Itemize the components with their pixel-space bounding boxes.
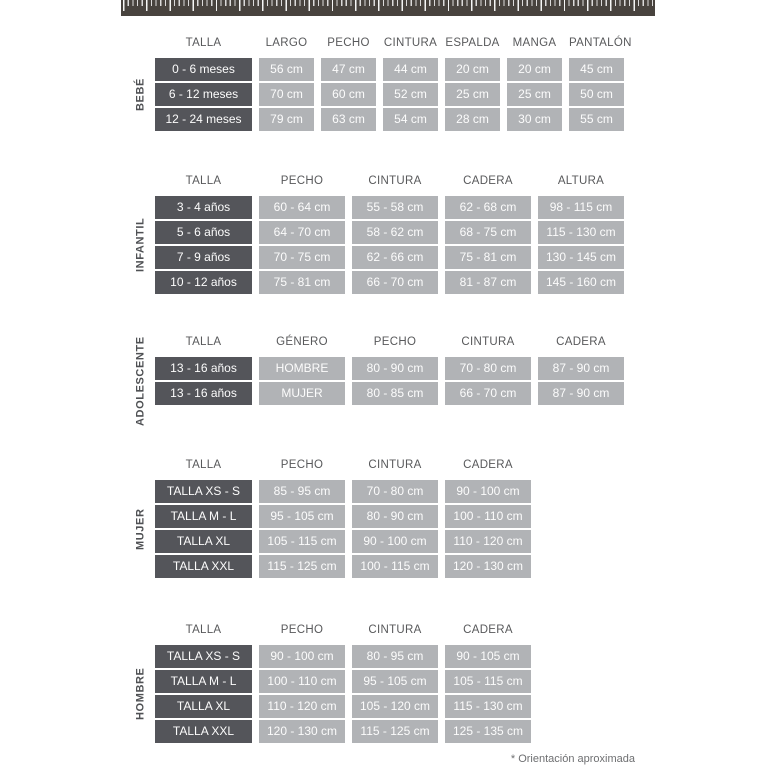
size-label-cell: TALLA XXL [155, 720, 252, 743]
size-label-cell: TALLA XS - S [155, 480, 252, 503]
table-header-row [155, 36, 632, 50]
measurement-cell: 75 - 81 cm [259, 271, 345, 294]
measurement-cell: 81 - 87 cm [445, 271, 531, 294]
column-header: TALLA [185, 37, 222, 49]
approximation-footnote: * Orientación aproximada [510, 753, 635, 765]
column-header: TALLA [185, 175, 222, 187]
measurement-cell: 62 - 66 cm [352, 246, 438, 269]
column-header: PECHO [280, 175, 324, 187]
column-header: LARGO [265, 37, 308, 49]
section-label-bebe: BEBÉ [134, 78, 147, 111]
size-label-cell: 6 - 12 meses [155, 83, 252, 106]
measurement-cell: 68 - 75 cm [445, 221, 531, 244]
measurement-cell: 75 - 81 cm [445, 246, 531, 269]
column-header: CADERA [463, 459, 513, 471]
measurement-cell: 64 - 70 cm [259, 221, 345, 244]
measurement-cell: 80 - 95 cm [352, 645, 438, 668]
size-label-cell: 5 - 6 años [155, 221, 252, 244]
measurement-cell: 25 cm [445, 83, 500, 106]
measurement-cell: 120 - 130 cm [259, 720, 345, 743]
measurement-cell: 62 - 68 cm [445, 196, 531, 219]
measurement-cell: HOMBRE [259, 357, 345, 380]
table-header-row [155, 174, 624, 188]
measurement-cell: 87 - 90 cm [538, 382, 624, 405]
measurement-cell: 60 cm [321, 83, 376, 106]
measurement-cell: 47 cm [321, 58, 376, 81]
size-table-bebe [134, 36, 632, 131]
measurement-cell: 70 - 75 cm [259, 246, 345, 269]
measurement-cell: 20 cm [445, 58, 500, 81]
column-header: TALLA [185, 459, 222, 471]
table-body [155, 196, 624, 294]
table-header-row [155, 335, 624, 349]
measurement-cell: 52 cm [383, 83, 438, 106]
size-label-cell: TALLA XL [155, 695, 252, 718]
column-header: PECHO [327, 37, 370, 49]
measurement-cell: 90 - 105 cm [445, 645, 531, 668]
size-label-cell: 13 - 16 años [155, 357, 252, 380]
column-header: TALLA [185, 336, 222, 348]
measurement-cell: 90 - 100 cm [352, 530, 438, 553]
measurement-cell: 54 cm [383, 108, 438, 131]
size-table-mujer [134, 458, 531, 578]
measurement-cell: 28 cm [445, 108, 500, 131]
measurement-cell: 115 - 125 cm [352, 720, 438, 743]
measurement-cell: 110 - 120 cm [445, 530, 531, 553]
measurement-cell: 100 - 110 cm [445, 505, 531, 528]
measurement-cell: 44 cm [383, 58, 438, 81]
measurement-cell: 66 - 70 cm [352, 271, 438, 294]
measurement-cell: 79 cm [259, 108, 314, 131]
measurement-cell: 95 - 105 cm [259, 505, 345, 528]
table-header-row [155, 458, 531, 472]
column-header: CADERA [463, 624, 513, 636]
measurement-cell: 98 - 115 cm [538, 196, 624, 219]
column-header: CINTURA [461, 336, 515, 348]
measurement-cell: 45 cm [569, 58, 624, 81]
column-header: ESPALDA [445, 37, 500, 49]
measuring-tape-ruler [121, 0, 655, 16]
measurement-cell: 20 cm [507, 58, 562, 81]
size-label-cell: 13 - 16 años [155, 382, 252, 405]
column-header: CINTURA [368, 175, 422, 187]
measurement-cell: 110 - 120 cm [259, 695, 345, 718]
measurement-cell: 115 - 130 cm [538, 221, 624, 244]
column-header: TALLA [185, 624, 222, 636]
section-label-mujer: MUJER [134, 508, 147, 550]
measurement-cell: 100 - 115 cm [352, 555, 438, 578]
measurement-cell: 115 - 125 cm [259, 555, 345, 578]
column-header: CADERA [463, 175, 513, 187]
measurement-cell: 63 cm [321, 108, 376, 131]
table-body [155, 357, 624, 405]
column-header: CADERA [556, 336, 606, 348]
size-label-cell: 10 - 12 años [155, 271, 252, 294]
measurement-cell: 80 - 90 cm [352, 357, 438, 380]
measurement-cell: 85 - 95 cm [259, 480, 345, 503]
size-label-cell: TALLA XXL [155, 555, 252, 578]
measurement-cell: 115 - 130 cm [445, 695, 531, 718]
measurement-cell: 70 - 80 cm [445, 357, 531, 380]
measurement-cell: 58 - 62 cm [352, 221, 438, 244]
measurement-cell: 87 - 90 cm [538, 357, 624, 380]
size-table-adolescente [134, 335, 624, 426]
measurement-cell: 55 cm [569, 108, 624, 131]
measurement-cell: 90 - 100 cm [445, 480, 531, 503]
column-header: CINTURA [368, 459, 422, 471]
column-header: ALTURA [557, 175, 605, 187]
size-table-hombre [134, 623, 531, 743]
measurement-cell: 90 - 100 cm [259, 645, 345, 668]
measurement-cell: 95 - 105 cm [352, 670, 438, 693]
column-header: PANTALÓN [569, 37, 632, 49]
measurement-cell: 30 cm [507, 108, 562, 131]
measurement-cell: 120 - 130 cm [445, 555, 531, 578]
size-table-infantil [134, 174, 624, 294]
column-header: PECHO [373, 336, 417, 348]
size-label-cell: 0 - 6 meses [155, 58, 252, 81]
measurement-cell: 55 - 58 cm [352, 196, 438, 219]
table-header-row [155, 623, 531, 637]
column-header: MANGA [512, 37, 557, 49]
column-header: CINTURA [368, 624, 422, 636]
measurement-cell: 100 - 110 cm [259, 670, 345, 693]
size-label-cell: TALLA XS - S [155, 645, 252, 668]
measurement-cell: 70 - 80 cm [352, 480, 438, 503]
table-body [155, 645, 531, 743]
table-body [155, 58, 624, 131]
size-label-cell: 7 - 9 años [155, 246, 252, 269]
measurement-cell: 125 - 135 cm [445, 720, 531, 743]
size-label-cell: 12 - 24 meses [155, 108, 252, 131]
measurement-cell: 56 cm [259, 58, 314, 81]
measurement-cell: 80 - 85 cm [352, 382, 438, 405]
table-body [155, 480, 531, 578]
measurement-cell: 66 - 70 cm [445, 382, 531, 405]
measurement-cell: MUJER [259, 382, 345, 405]
measurement-cell: 80 - 90 cm [352, 505, 438, 528]
measurement-cell: 130 - 145 cm [538, 246, 624, 269]
size-label-cell: TALLA XL [155, 530, 252, 553]
size-label-cell: TALLA M - L [155, 505, 252, 528]
size-label-cell: TALLA M - L [155, 670, 252, 693]
column-header: PECHO [280, 624, 324, 636]
column-header: GÉNERO [276, 336, 328, 348]
size-label-cell: 3 - 4 años [155, 196, 252, 219]
measurement-cell: 105 - 115 cm [259, 530, 345, 553]
measurement-cell: 60 - 64 cm [259, 196, 345, 219]
measurement-cell: 70 cm [259, 83, 314, 106]
measurement-cell: 105 - 115 cm [445, 670, 531, 693]
measurement-cell: 25 cm [507, 83, 562, 106]
section-label-adolescente: ADOLESCENTE [134, 336, 147, 426]
column-header: CINTURA [383, 37, 438, 49]
measurement-cell: 50 cm [569, 83, 624, 106]
column-header: PECHO [280, 459, 324, 471]
measurement-cell: 145 - 160 cm [538, 271, 624, 294]
section-label-infantil: INFANTIL [134, 217, 147, 273]
section-label-hombre: HOMBRE [134, 667, 147, 721]
measurement-cell: 105 - 120 cm [352, 695, 438, 718]
